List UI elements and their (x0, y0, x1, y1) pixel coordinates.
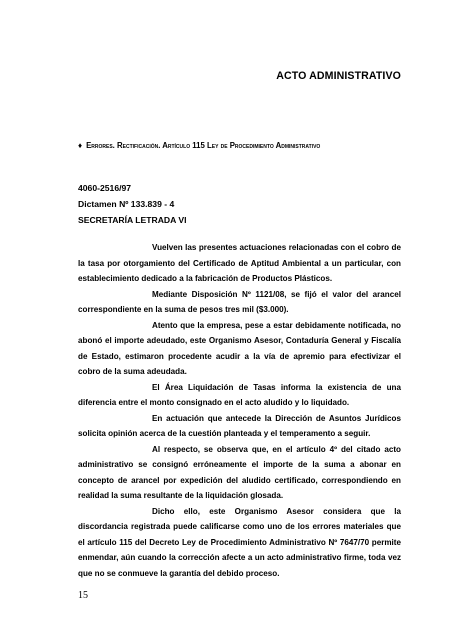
paragraph: Atento que la empresa, pese a estar debidamente notificada, no abonó el importe adeudado, este Organismo Asesor, Contaduría General y Fiscalía de Estado, estimaron procedente acudir a la vía de apremio para efectivizar el cobro de la suma adeudada. (78, 320, 401, 376)
document-body (78, 240, 401, 581)
secretaria-label: SECRETARÍA LETRADA VI (78, 215, 187, 225)
topic-text: Errores. Rectificación. Artículo 115 Ley de Procedimiento Administrativo (86, 141, 321, 150)
paragraph: Dicho ello, este Organismo Asesor considera que la discordancia registrada puede calificarse como uno de los errores materiales que el artículo 115 del Decreto Ley de Procedimiento Administrativo Nº 7647/70 permite enmendar, aún cuando la corrección afecte a un acto administrativo firme, toda vez que no se conmueve la garantía del debido proceso. (78, 506, 401, 578)
paragraph: Vuelven las presentes actuaciones relacionadas con el cobro de la tasa por otorgamiento del Certificado de Aptitud Ambiental a un particular, con establecimiento dedicado a la fabricación de Productos Plásticos. (78, 243, 401, 283)
paragraph: En actuación que antecede la Dirección de Asuntos Jurídicos solicita opinión acerca de la cuestión planteada y el temperamento a seguir. (78, 413, 401, 438)
topic-heading (78, 136, 401, 156)
paragraph: Mediante Disposición Nº 1121/08, se fijó el valor del arancel correspondiente en la suma de pesos tres mil ($3.000). (78, 289, 401, 314)
section-title: ACTO ADMINISTRATIVO (276, 70, 401, 82)
expediente-number: 4060-2516/97 (78, 183, 132, 193)
document-identifiers (78, 180, 187, 228)
paragraph: Al respecto, se observa que, en el artículo 4º del citado acto administrativo se consignó erróneamente el importe de la suma a abonar en concepto de arancel por expedición del aludido certificado, correspondiendo en realidad la suma resultante de la liquidación glosada. (78, 444, 401, 500)
page-number: 15 (78, 590, 88, 601)
paragraph: El Área Liquidación de Tasas informa la existencia de una diferencia entre el monto consignado en el acto aludido y lo liquidado. (78, 382, 401, 407)
dictamen-number: Dictamen Nº 133.839 - 4 (78, 199, 175, 209)
diamond-bullet-icon: ♦ (78, 141, 83, 150)
